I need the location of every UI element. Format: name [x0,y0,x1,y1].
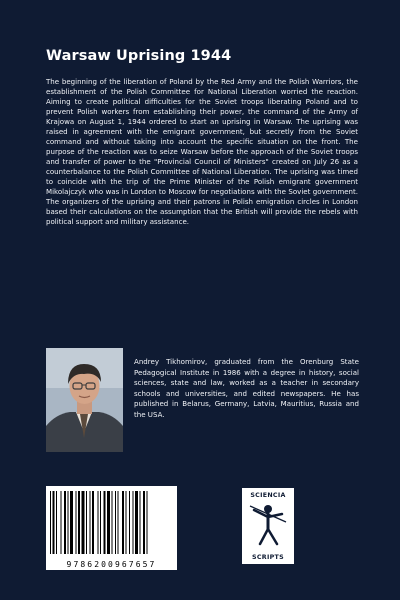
publisher-logo [242,488,294,564]
isbn-barcode [46,486,177,570]
author-photo [46,348,123,452]
author-bio: Andrey Tikhomirov, graduated from the Orenburg State Pedagogical Institute in 1986 with a degree in history, social sciences, state and law, worked as a teacher in secondary schools and universities, and edited newspapers. He has published in Belarus, Germany, Latvia, Mauritius, Russia and the USA. [134,357,359,420]
book-description: The beginning of the liberation of Poland by the Red Army and the Polish Warriors, the establishment of the Polish Committee for National Liberation worried the reaction. Aiming to create political difficulties for the Soviet troops liberating Poland and to prevent Polish workers from establishing their power, the command of the Army of Krajowa on August 1, 1944 ordered to start an uprising in Warsaw. The uprising was raised in agreement with the emigrant government, but secretly from the Soviet command and without taking into account the specific situation on the front. The purpose of the reaction was to seize Warsaw before the approach of the Soviet troops and transfer of power to the "Provincial Council of Ministers" created on July 26 as a counterbalance to the Polish Committee of National Liberation. The uprising was timed to coincide with the trip of the Prime Minister of the Polish emigrant government Mikolajczyk who was in London to Moscow for negotiations with the Soviet government. The organizers of the uprising and their patrons in Polish emigration circles in London based their calculations on the assumption that the British will provide the rebels with political support and military assistance. [46,77,358,227]
barcode-bars [46,486,177,558]
logo-text-bottom: SCRIPTS [252,554,284,561]
figure-icon [248,502,288,548]
author-portrait-image [46,348,123,452]
book-title: Warsaw Uprising 1944 [46,47,232,64]
logo-text-top: SCIENCIA [250,492,286,499]
isbn-number: 9786200967657 [66,560,157,569]
